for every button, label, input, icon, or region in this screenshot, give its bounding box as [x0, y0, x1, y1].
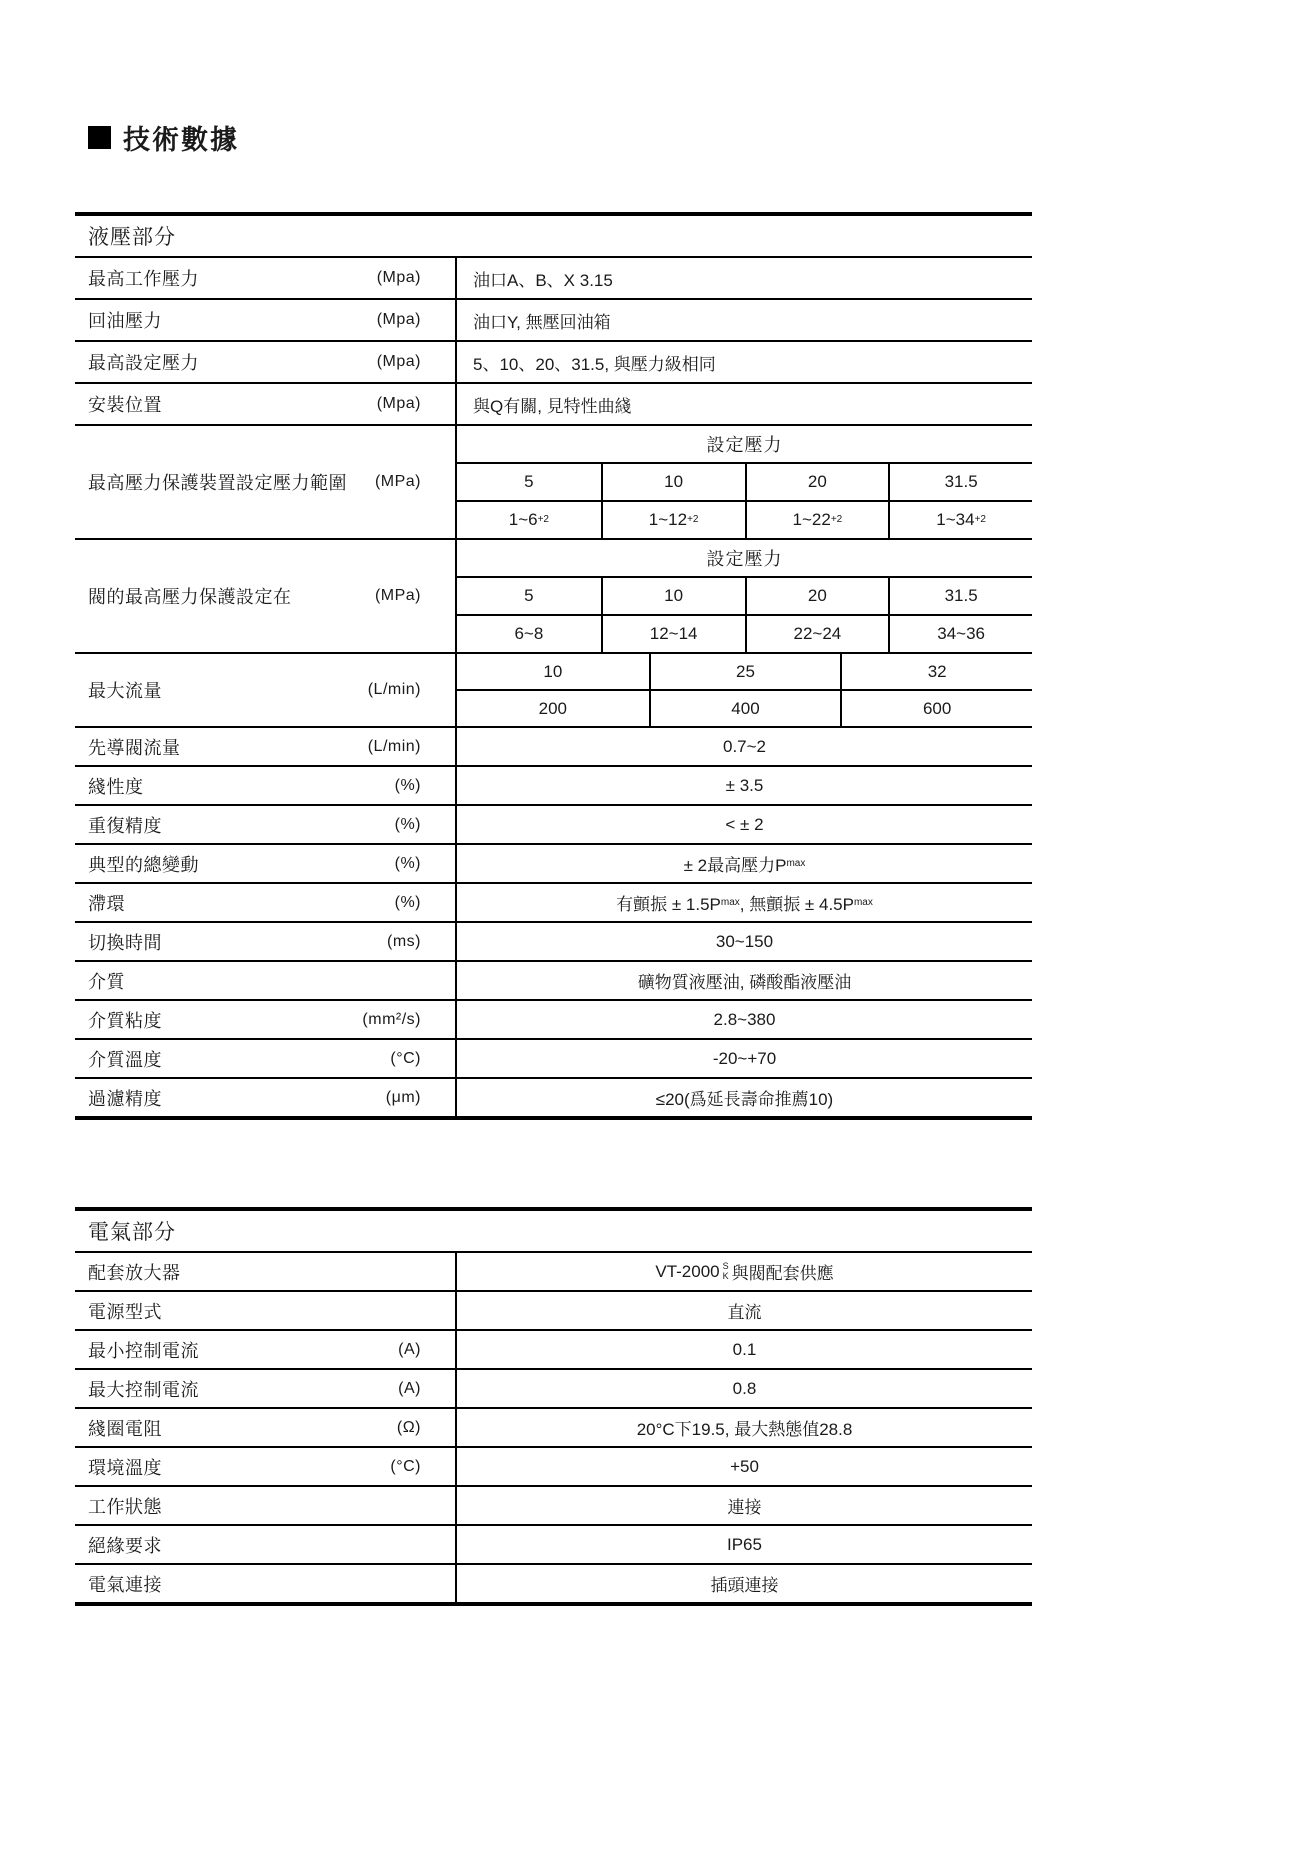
table-row — [75, 1370, 1032, 1409]
subtable-cell: 34~36 — [888, 616, 1032, 652]
table-row — [75, 300, 1032, 342]
row-label: 典型的總變動 — [88, 854, 199, 875]
row-value: 0.1 — [455, 1331, 1032, 1368]
subtable-grid-row — [457, 691, 1032, 726]
row-label-cell — [75, 1370, 455, 1407]
subtable-cell: 20 — [745, 464, 889, 500]
row-label: 閥的最高壓力保護設定在 — [88, 587, 292, 607]
row-label: 最高壓力保護裝置設定壓力範圍 — [88, 473, 347, 493]
row-label-cell — [75, 962, 455, 999]
table-row — [75, 1526, 1032, 1565]
subtable-header: 設定壓力 — [457, 540, 1032, 578]
row-label: 工作狀態 — [88, 1496, 162, 1517]
row-value: 插頭連接 — [455, 1565, 1032, 1602]
row-label: 切換時間 — [88, 932, 162, 953]
subtable-cell: 10 — [601, 464, 745, 500]
table-row — [75, 540, 1032, 654]
row-label: 介質 — [88, 971, 125, 992]
table-section-title: 液壓部分 — [75, 216, 1032, 258]
row-unit: (MPa) — [374, 587, 421, 604]
table-row — [75, 1331, 1032, 1370]
subtable-grid-row — [457, 464, 1032, 502]
row-label: 最小控制電流 — [88, 1340, 199, 1361]
row-label: 綫圈電阻 — [88, 1418, 162, 1439]
subtable-cell: 10 — [601, 578, 745, 614]
row-label-cell — [75, 923, 455, 960]
row-label-cell — [75, 1079, 455, 1116]
subtable-cell: 1~34 +2 — [888, 502, 1032, 538]
row-value-subtable — [455, 426, 1032, 538]
row-label-cell — [75, 426, 455, 538]
row-label-cell — [75, 1448, 455, 1485]
table-row — [75, 845, 1032, 884]
row-value: 0.7~2 — [455, 728, 1032, 765]
row-label-cell — [75, 258, 455, 298]
row-value: 礦物質液壓油, 磷酸酯液壓油 — [455, 962, 1032, 999]
row-label-cell — [75, 806, 455, 843]
table-row — [75, 767, 1032, 806]
row-label: 最大控制電流 — [88, 1379, 199, 1400]
row-value: 油口A、B、X 3.15 — [455, 258, 1032, 298]
row-label: 介質溫度 — [88, 1049, 162, 1070]
page-title-text: 技術數據 — [123, 125, 239, 155]
table-row — [75, 1040, 1032, 1079]
row-label-cell — [75, 540, 455, 652]
section-marker-icon — [88, 126, 111, 149]
table-row — [75, 1487, 1032, 1526]
subtable-cell: 10 — [543, 661, 563, 681]
row-value: 5、10、20、31.5, 與壓力級相同 — [455, 342, 1032, 382]
row-label: 最高設定壓力 — [88, 353, 199, 373]
row-value: ± 3.5 — [455, 767, 1032, 804]
row-label-cell — [75, 1040, 455, 1077]
table-row — [75, 806, 1032, 845]
row-value: -20~+70 — [455, 1040, 1032, 1077]
subtable-cell: 5 — [524, 586, 534, 605]
subtable-cell: 20 — [745, 578, 889, 614]
row-label: 重復精度 — [88, 815, 162, 836]
row-label: 滯環 — [88, 893, 125, 914]
table-row — [75, 426, 1032, 540]
subtable-cell: 22~24 — [745, 616, 889, 652]
row-value: ≤20(爲延長壽命推薦10) — [455, 1079, 1032, 1116]
table-row — [75, 342, 1032, 384]
row-unit: (Mpa) — [376, 269, 421, 286]
subtable-grid-row — [457, 654, 1032, 691]
table-row — [75, 728, 1032, 767]
table-row — [75, 923, 1032, 962]
page-title — [88, 118, 239, 157]
row-value-subtable — [455, 540, 1032, 652]
row-value: 20°C下19.5, 最大熱態值28.8 — [455, 1409, 1032, 1446]
row-label: 電氣連接 — [88, 1574, 162, 1595]
table-row — [75, 884, 1032, 923]
row-value: 30~150 — [455, 923, 1032, 960]
table-row — [75, 1253, 1032, 1292]
row-label-cell — [75, 654, 455, 726]
row-label-cell — [75, 884, 455, 921]
row-label-cell — [75, 1565, 455, 1602]
table-row — [75, 1565, 1032, 1602]
row-value: IP65 — [455, 1526, 1032, 1563]
row-label: 綫性度 — [88, 776, 144, 797]
row-label: 配套放大器 — [88, 1262, 181, 1283]
row-unit: (A) — [398, 1379, 421, 1397]
row-label-cell — [75, 1331, 455, 1368]
table-section-title: 電氣部分 — [75, 1211, 1032, 1253]
row-unit: (L/min) — [367, 681, 421, 698]
row-unit: (Mpa) — [376, 395, 421, 412]
row-unit: (L/min) — [367, 737, 421, 755]
row-value: 油口Y, 無壓回油箱 — [455, 300, 1032, 340]
row-value: +50 — [455, 1448, 1032, 1485]
table-row — [75, 962, 1032, 1001]
table-row — [75, 1292, 1032, 1331]
table-row — [75, 1409, 1032, 1448]
row-unit: (%) — [394, 854, 421, 872]
table-row — [75, 258, 1032, 300]
table-row — [75, 654, 1032, 728]
row-label: 環境溫度 — [88, 1457, 162, 1478]
row-label-cell — [75, 1253, 455, 1290]
row-value: < ± 2 — [455, 806, 1032, 843]
row-unit: (μm) — [385, 1088, 421, 1106]
row-value: VT-2000 S K 與閥配套供應 — [455, 1253, 1032, 1290]
subtable-cell: 1~6 +2 — [508, 510, 549, 529]
row-label: 電源型式 — [88, 1301, 162, 1322]
row-unit: (MPa) — [374, 473, 421, 490]
subtable-cell: 12~14 — [601, 616, 745, 652]
row-unit: (%) — [394, 815, 421, 833]
table-row — [75, 1079, 1032, 1116]
row-label-cell — [75, 1292, 455, 1329]
table-row — [75, 1448, 1032, 1487]
row-unit: (Ω) — [396, 1418, 421, 1436]
row-unit: (°C) — [390, 1049, 421, 1067]
hydraulic-section-table — [75, 212, 1032, 1120]
subtable-grid-row — [457, 616, 1032, 652]
subtable-cell: 31.5 — [888, 578, 1032, 614]
row-value: 0.8 — [455, 1370, 1032, 1407]
row-label: 過濾精度 — [88, 1088, 162, 1109]
row-label-cell — [75, 300, 455, 340]
row-unit: (A) — [398, 1340, 421, 1358]
row-label: 絕緣要求 — [88, 1535, 162, 1556]
table-row — [75, 384, 1032, 426]
table-row — [75, 1001, 1032, 1040]
row-value: 連接 — [455, 1487, 1032, 1524]
row-value: 2.8~380 — [455, 1001, 1032, 1038]
row-label-cell — [75, 384, 455, 424]
subtable-cell: 200 — [538, 698, 568, 718]
subtable-cell: 6~8 — [514, 624, 544, 643]
row-label: 安裝位置 — [88, 395, 162, 415]
subtable-cell: 31.5 — [888, 464, 1032, 500]
row-unit: (Mpa) — [376, 353, 421, 370]
row-unit: (%) — [394, 776, 421, 794]
subtable-cell: 25 — [649, 654, 841, 689]
row-value-subtable — [455, 654, 1032, 726]
row-label: 先導閥流量 — [88, 737, 181, 758]
subtable-header: 設定壓力 — [457, 426, 1032, 464]
electrical-section-table — [75, 1207, 1032, 1606]
row-unit: (%) — [394, 893, 421, 911]
row-unit: (ms) — [387, 932, 421, 950]
row-value: 與Q有關, 見特性曲綫 — [455, 384, 1032, 424]
row-label-cell — [75, 1526, 455, 1563]
subtable-cell: 5 — [524, 472, 534, 491]
row-label: 介質粘度 — [88, 1010, 162, 1031]
row-value: ± 2最高壓力P max — [455, 845, 1032, 882]
row-label-cell — [75, 1001, 455, 1038]
row-value: 有顫振 ± 1.5P max , 無顫振 ± 4.5P max — [455, 884, 1032, 921]
row-label: 最大流量 — [88, 681, 162, 701]
row-label-cell — [75, 728, 455, 765]
row-label: 回油壓力 — [88, 311, 162, 331]
row-value: 直流 — [455, 1292, 1032, 1329]
row-unit: (Mpa) — [376, 311, 421, 328]
row-label-cell — [75, 342, 455, 382]
subtable-cell: 400 — [649, 691, 841, 726]
subtable-grid-row — [457, 502, 1032, 538]
subtable-grid-row — [457, 578, 1032, 616]
row-unit: (mm²/s) — [362, 1010, 421, 1028]
row-label-cell — [75, 767, 455, 804]
row-label-cell — [75, 1409, 455, 1446]
subtable-cell: 32 — [840, 654, 1032, 689]
subtable-cell: 600 — [840, 691, 1032, 726]
subtable-cell: 1~22 +2 — [745, 502, 889, 538]
row-label-cell — [75, 845, 455, 882]
row-label: 最高工作壓力 — [88, 269, 199, 289]
row-unit: (°C) — [390, 1457, 421, 1475]
row-label-cell — [75, 1487, 455, 1524]
subtable-cell: 1~12 +2 — [601, 502, 745, 538]
